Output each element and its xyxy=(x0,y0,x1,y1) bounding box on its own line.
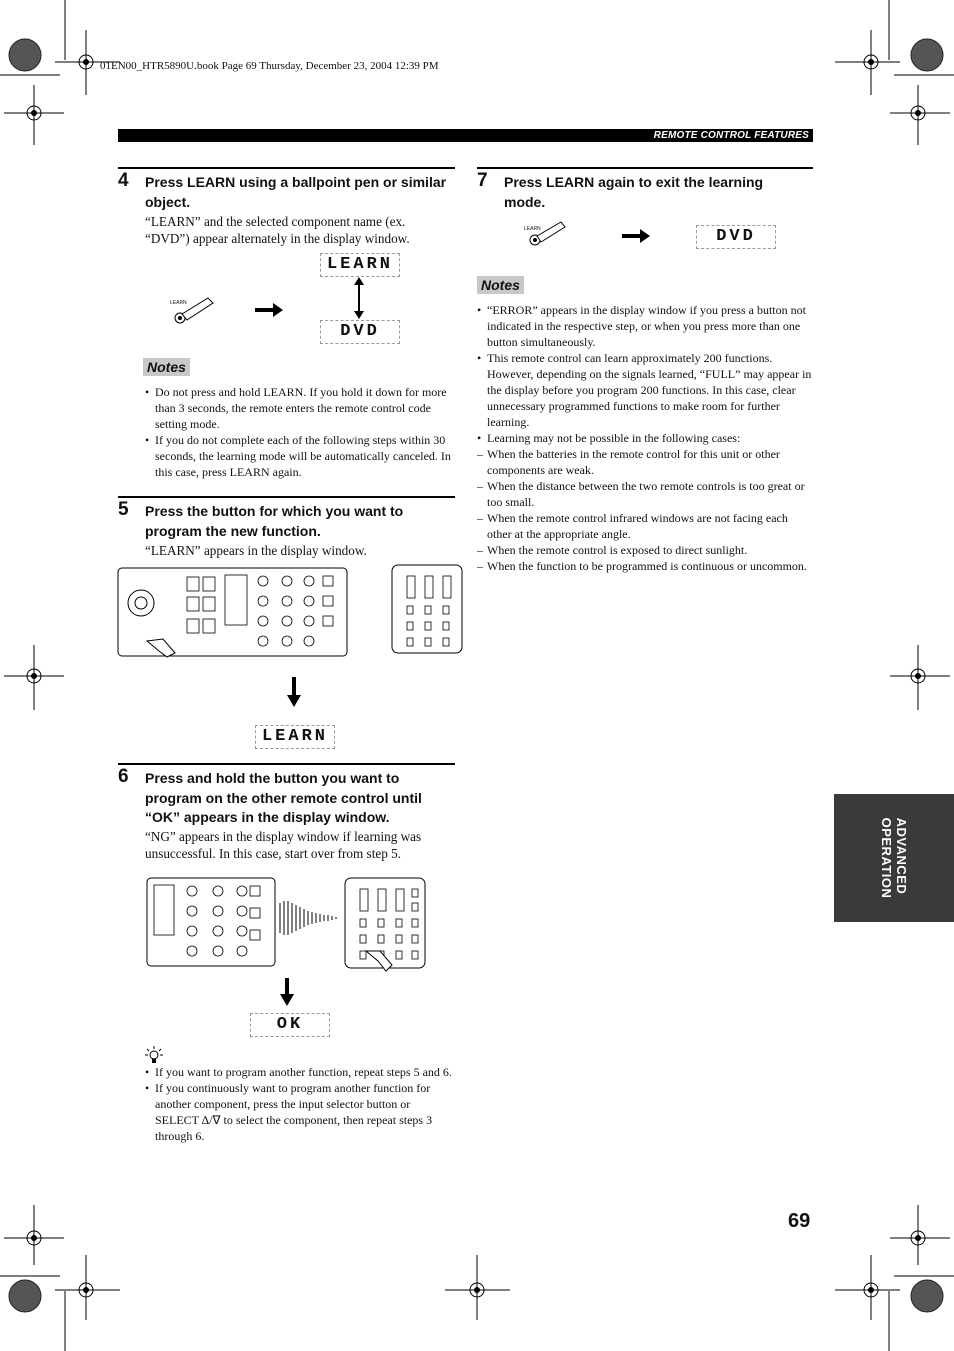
cases-list xyxy=(477,446,812,574)
step5-heading xyxy=(145,502,460,541)
alternate-arrow-icon xyxy=(353,277,365,319)
case-item: – When the distance between the two remote controls is too great or too small. xyxy=(477,478,812,510)
step6-text-line2: unsuccessful. In this case, start over from step 5. xyxy=(145,846,401,861)
step6-number: 6 xyxy=(118,766,129,787)
tip-lightbulb-icon xyxy=(145,1046,163,1064)
arrow-right-icon xyxy=(255,303,285,317)
tip-item: • If you continuously want to program another function for another component, press the input selector button or SELECT ∆/∇ to select the component, then repeat steps 3 through 6. xyxy=(145,1080,455,1144)
step4-number: 4 xyxy=(118,170,129,191)
step5-rule xyxy=(118,496,455,498)
arrow-down-icon xyxy=(280,978,294,1006)
step4-rule xyxy=(118,167,455,169)
step4-heading xyxy=(145,173,460,212)
display-window-learn-step5: LEARN xyxy=(255,725,335,749)
step6-rule xyxy=(118,763,455,765)
arrow-down-icon xyxy=(287,677,301,707)
side-tab-label xyxy=(879,818,909,899)
remote-control-illustration xyxy=(117,567,349,659)
step4-heading-line1: Press LEARN using a ballpoint pen or similar xyxy=(145,174,447,190)
step6-text xyxy=(145,828,460,862)
side-section-tab xyxy=(834,794,954,922)
side-tab-line1: ADVANCED xyxy=(894,817,909,895)
step7-heading-line1: Press LEARN again to exit the learning xyxy=(504,174,764,190)
step4-note-item: • Do not press and hold LEARN. If you hold it down for more than 3 seconds, the remote enters the remote control code setting mode. xyxy=(145,384,455,432)
step6-text-line1: “NG” appears in the display window if learning was xyxy=(145,829,422,844)
learn-button-press-illustration xyxy=(170,292,230,332)
display-window-ok: OK xyxy=(250,1013,330,1037)
remote-transmit-illustration xyxy=(146,877,428,973)
step7-heading xyxy=(504,173,814,212)
step7-note-cases-intro: Learning may not be possible in the following cases: xyxy=(487,431,741,445)
learn-button-press-illustration xyxy=(525,220,575,250)
tip-item: • If you want to program another function, repeat steps 5 and 6. xyxy=(145,1064,455,1080)
step7-note-item: • This remote control can learn approximately 200 functions. However, depending on the signals learned, “FULL” may appear in the display before you program 200 functions. In this case, clear unnecessary programmed functions to make room for further learning. xyxy=(477,350,812,430)
arrow-right-icon xyxy=(622,229,652,243)
step7-note-item: • “ERROR” appears in the display window if you press a button not indicated in the respective step, or when you press more than one button simultaneously. xyxy=(477,302,812,350)
section-title: REMOTE CONTROL FEATURES xyxy=(653,130,809,141)
step6-heading-line1: Press and hold the button you want to xyxy=(145,770,400,786)
display-window-dvd-step7: DVD xyxy=(696,225,776,249)
page-number: 69 xyxy=(788,1210,811,1232)
step5-number: 5 xyxy=(118,499,129,520)
step5-heading-line2: program the new function. xyxy=(145,522,321,539)
display-window-dvd: DVD xyxy=(320,320,400,344)
step5-heading-line1: Press the button for which you want to xyxy=(145,503,404,519)
step4-heading-line2: object. xyxy=(145,193,191,210)
step6-heading xyxy=(145,769,460,828)
case-item: – When the batteries in the remote control for this unit or other components are weak. xyxy=(477,446,812,478)
step4-note-item: • If you do not complete each of the following steps within 30 seconds, the learning mode will be automatically canceled. In this case, press LEARN again. xyxy=(145,432,455,480)
step5-text: “LEARN” appears in the display window. xyxy=(145,543,367,558)
step7-notes xyxy=(477,302,812,574)
step4-text xyxy=(145,213,460,247)
learn-button-label: LEARN xyxy=(170,300,187,306)
step4-notes-label: Notes xyxy=(143,358,190,376)
other-remote-illustration xyxy=(391,564,455,656)
case-item: – When the function to be programmed is continuous or uncommon. xyxy=(477,558,812,574)
step6-heading-line2: program on the other remote control until xyxy=(145,789,422,806)
step7-number: 7 xyxy=(477,170,488,191)
case-item: – When the remote control infrared windows are not facing each other at the appropriate angle. xyxy=(477,510,812,542)
step4-text-line1: “LEARN” and the selected component name (ex. xyxy=(145,214,406,229)
step4-text-line2: “DVD”) appear alternately in the display window. xyxy=(145,231,410,246)
step7-rule xyxy=(477,167,813,169)
section-header-bar xyxy=(118,129,813,142)
file-info-line: 01EN00_HTR5890U.book Page 69 Thursday, December 23, 2004 12:39 PM xyxy=(100,60,439,72)
side-tab-line2: OPERATION xyxy=(879,817,894,899)
step4-notes-list xyxy=(145,384,455,480)
tips-list xyxy=(145,1064,455,1144)
step6-heading-line3: “OK” appears in the display window. xyxy=(145,809,390,825)
learn-button-label: LEARN xyxy=(524,226,541,232)
step7-notes-label: Notes xyxy=(477,276,524,294)
step7-heading-line2: mode. xyxy=(504,193,546,210)
step7-note-item xyxy=(477,430,812,574)
display-window-learn: LEARN xyxy=(320,253,400,277)
case-item: – When the remote control is exposed to direct sunlight. xyxy=(477,542,812,558)
